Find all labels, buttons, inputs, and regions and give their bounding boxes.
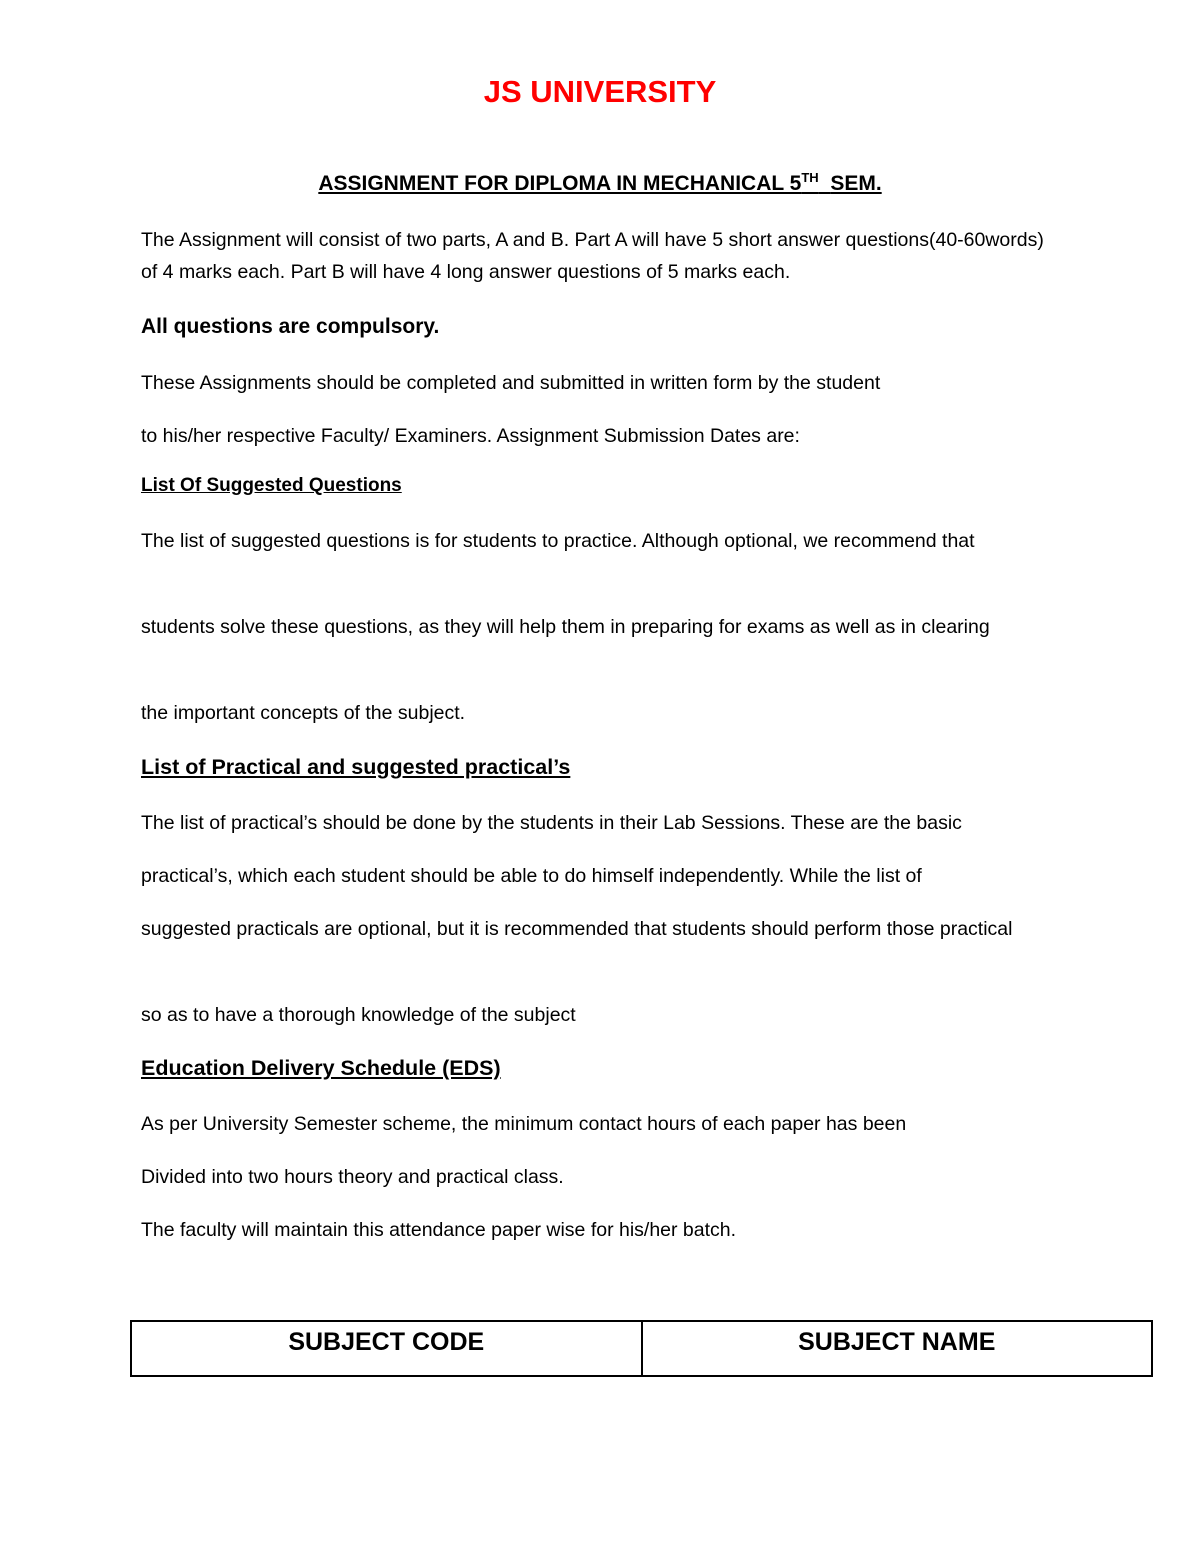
practicals-line-1: The list of practical’s should be done by the students in their Lab Sessions. These are the basic (141, 812, 962, 834)
subject-name-header: SUBJECT NAME (641, 1322, 1152, 1375)
practicals-line-2: practical’s, which each student should be able to do himself independently. While the list of (141, 865, 922, 887)
assignment-heading (0, 170, 1200, 196)
university-title: JS UNIVERSITY (483, 74, 717, 109)
suggested-questions-para-2: students solve these questions, as they will help them in preparing for exams as well as in clearing (141, 616, 990, 638)
suggested-questions-para-1: The list of suggested questions is for students to practice. Although optional, we recommend that (141, 530, 975, 552)
eds-heading: Education Delivery Schedule (EDS) (141, 1056, 501, 1080)
subject-table (130, 1320, 1153, 1377)
suggested-questions-para-3: the important concepts of the subject. (141, 702, 466, 724)
eds-line-2: Divided into two hours theory and practical class. (141, 1166, 564, 1188)
compulsory-note: All questions are compulsory. (141, 315, 440, 338)
eds-line-1: As per University Semester scheme, the minimum contact hours of each paper has been (141, 1113, 907, 1135)
practicals-line-4: so as to have a thorough knowledge of the subject (141, 1004, 576, 1026)
eds-line-3: The faculty will maintain this attendance paper wise for his/her batch. (141, 1219, 737, 1241)
assignment-heading-superscript: TH (801, 170, 819, 185)
submission-line-2: to his/her respective Faculty/ Examiners. Assignment Submission Dates are: (141, 425, 800, 447)
assignment-heading-text: ASSIGNMENT FOR DIPLOMA IN MECHANICAL 5 (318, 172, 802, 195)
assignment-heading-tail: SEM. (830, 172, 882, 195)
submission-line-1: These Assignments should be completed and submitted in written form by the student (141, 372, 881, 394)
practicals-line-3: suggested practicals are optional, but it is recommended that students should perform those practical (141, 918, 1013, 940)
practicals-heading: List of Practical and suggested practical’s (141, 755, 571, 779)
suggested-questions-heading: List Of Suggested Questions (141, 475, 402, 496)
intro-paragraph: The Assignment will consist of two parts, A and B. Part A will have 5 short answer questions(40-60words) of 4 marks each. Part B will have 4 long answer questions of 5 marks each. (141, 229, 1044, 283)
subject-code-header: SUBJECT CODE (288, 1328, 485, 1356)
